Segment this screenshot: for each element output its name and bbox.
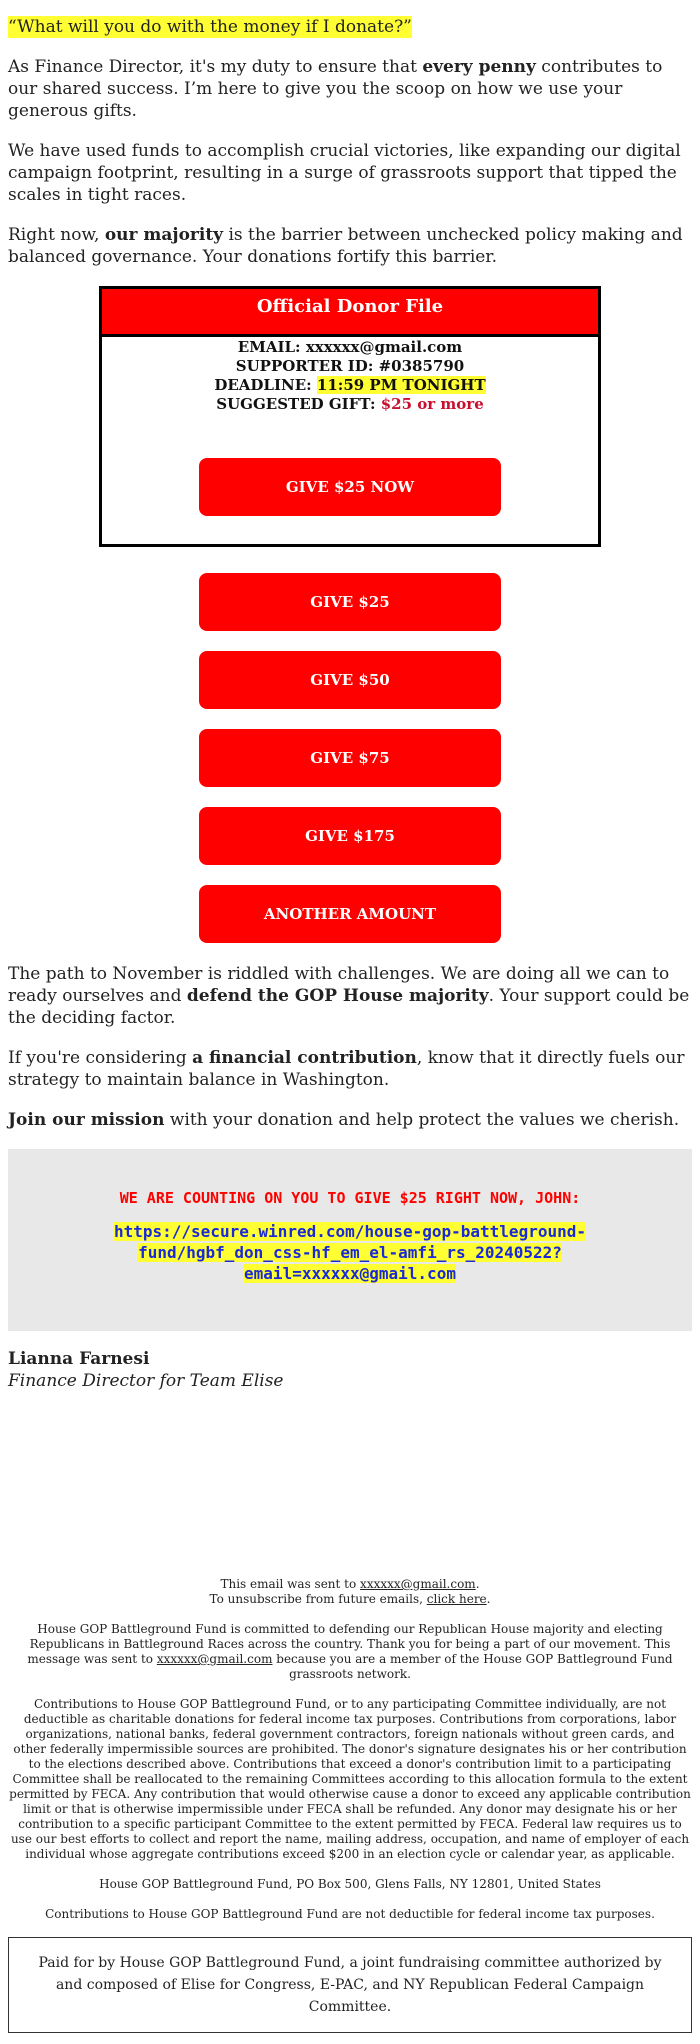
label: DEADLINE: [214, 376, 312, 394]
paragraph-text: The path to November is riddled with challenges. We are doing all we can to ready ourselves and [8, 964, 670, 1006]
give-175-button[interactable]: GIVE $175 [199, 807, 501, 865]
footer-text: This email was sent to [220, 1577, 361, 1591]
emphasis-text: a financial contribution [192, 1048, 417, 1068]
paragraph-mission [8, 1109, 692, 1131]
label: EMAIL: [237, 338, 301, 356]
footer-text: To unsubscribe from future emails, [209, 1592, 427, 1606]
paragraph-path [8, 963, 692, 1029]
donation-link-line: email=xxxxxx@gmail.com [244, 1264, 456, 1283]
give-25-now-button[interactable]: GIVE $25 NOW [199, 458, 501, 516]
emphasis-text: Join our mission [8, 1110, 165, 1130]
footer-committed [8, 1622, 692, 1682]
paragraph-text: As Finance Director, it's my duty to ensure that [8, 57, 423, 77]
suggested-gift-line [102, 395, 598, 414]
donor-file-title: Official Donor File [102, 289, 598, 337]
supporter-id-value: #0385790 [378, 357, 465, 375]
footer-text: because you are a member of the House GOP Battleground Fund grassroots network. [272, 1652, 673, 1681]
email-body [8, 0, 692, 2033]
paragraph-text: , know that it directly fuels our strategy to maintain balance in Washington. [8, 1048, 685, 1090]
recipient-email-link[interactable]: xxxxxx@gmail.com [360, 1577, 476, 1591]
donation-link[interactable] [8, 1221, 692, 1284]
footer-text: . [475, 1577, 480, 1591]
footer-legal: Contributions to House GOP Battleground Fund, or to any participating Committee individually, are not deductible as charitable donations for federal income tax purposes. Contributions from corporations, labor organizations, national banks, federal government contractors, foreign nationals without green cards, and other federally impermissible sources are prohibited. The donor's signature designates his or her contribution to the elections described above. Contributions that exceed a donor's contribution limit to a participating Committee shall be reallocated to the remaining Committees according to this allocation formula to the extent permitted by FECA. Any contribution that would otherwise cause a donor to exceed any applicable contribution limit or that is otherwise impermissible under FECA shall be refunded. Any donor may designate his or her contribution to a specific participant Committee to the extent permitted by FECA. Federal law requires us to use our best efforts to collect and report the name, mailing address, occupation, and name of employer of each individual whose aggregate contributions exceed $200 in an election cycle or calendar year, as applicable. [9, 1697, 691, 1861]
unsubscribe-link[interactable]: click here [426, 1592, 487, 1606]
donation-button-list [8, 573, 692, 943]
paragraph-text: with your donation and help protect the values we cherish. [164, 1110, 680, 1130]
footer-text: . [486, 1592, 491, 1606]
give-75-button[interactable]: GIVE $75 [199, 729, 501, 787]
paragraph-text: contributes to our shared success. I’m here to give you the scoop on how we use your generous gifts. [8, 57, 663, 121]
label: SUGGESTED GIFT: [216, 395, 376, 413]
paragraph-text: is the barrier between unchecked policy making and balanced governance. Your donations fortify this barrier. [8, 225, 683, 267]
footer [8, 1577, 692, 2033]
paragraph-text: . Your support could be the deciding factor. [8, 986, 690, 1028]
headline: “What will you do with the money if I donate?” [8, 17, 412, 37]
give-50-button[interactable]: GIVE $50 [199, 651, 501, 709]
paid-for-disclaimer: Paid for by House GOP Battleground Fund, a joint fundraising committee authorized by and composed of Elise for Congress, E-PAC, and NY Republican Federal Campaign Committee. [8, 1937, 692, 2033]
paragraph-text: If you're considering [8, 1048, 193, 1068]
supporter-id-line [102, 357, 598, 376]
donor-email-value: xxxxxx@gmail.com [305, 338, 463, 356]
footer-text: House GOP Battleground Fund is committed to defending our Republican House majority and electing Republicans in Battleground Races across the country. Thank you for being a part of our movement. This message was sent to [27, 1622, 671, 1666]
suggested-gift-value: $25 or more [380, 395, 484, 413]
paragraph-majority [8, 224, 692, 268]
emphasis-text: every penny [422, 57, 536, 77]
label: SUPPORTER ID: [235, 357, 374, 375]
emphasis-text: defend the GOP House majority [186, 986, 489, 1006]
footer-recipient [8, 1577, 692, 1607]
donation-link-line: https://secure.winred.com/house-gop-battleground- [113, 1222, 586, 1241]
callout-text: WE ARE COUNTING ON YOU TO GIVE $25 RIGHT NOW, JOHN: [119, 1189, 581, 1207]
donor-file-details [102, 337, 598, 414]
deadline-value: 11:59 PM TONIGHT [316, 376, 486, 394]
donor-file-box [99, 286, 601, 547]
donor-email-line [102, 338, 598, 357]
footer-not-deductible: Contributions to House GOP Battleground Fund are not deductible for federal income tax purposes. [45, 1907, 655, 1921]
footer-address: House GOP Battleground Fund, PO Box 500, Glens Falls, NY 12801, United States [99, 1877, 601, 1891]
give-25-button[interactable]: GIVE $25 [199, 573, 501, 631]
paragraph-intro [8, 56, 692, 122]
paragraph-text: Right now, [8, 225, 105, 245]
deadline-line [102, 376, 598, 395]
signature-title: Finance Director for Team Elise [8, 1371, 284, 1391]
another-amount-button[interactable]: ANOTHER AMOUNT [199, 885, 501, 943]
callout-box [8, 1149, 692, 1331]
emphasis-text: our majority [104, 225, 224, 245]
donation-link-line: fund/hgbf_don_css-hf_em_el-amfi_rs_20240522? [138, 1243, 562, 1262]
paragraph-victories: We have used funds to accomplish crucial victories, like expanding our digital campaign footprint, resulting in a surge of grassroots support that tipped the scales in tight races. [8, 141, 681, 205]
signature-name: Lianna Farnesi [8, 1349, 150, 1369]
paragraph-contribution [8, 1047, 692, 1091]
member-email-link[interactable]: xxxxxx@gmail.com [156, 1652, 273, 1666]
